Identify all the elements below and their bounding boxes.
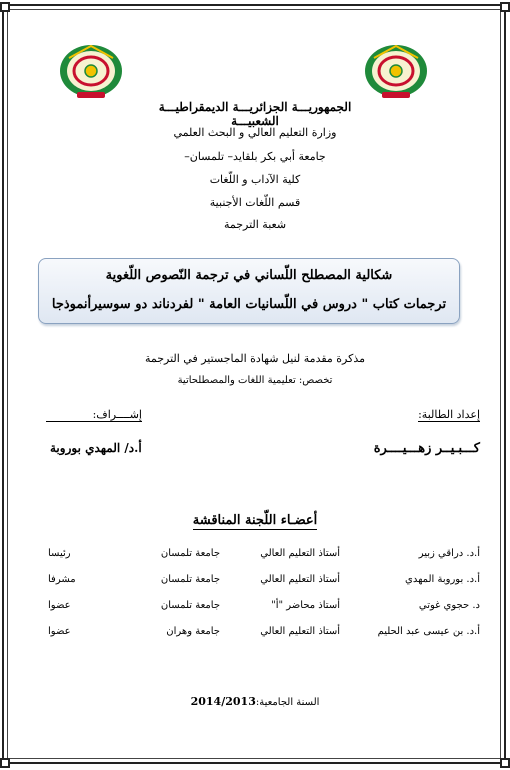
frame-corner [0, 2, 10, 12]
member-name: أ.د. بوروبة المهدي [405, 574, 480, 585]
university-seal-icon [57, 42, 125, 100]
member-university: جامعة وهران [166, 626, 220, 637]
branch-name: شعبة الترجمة [223, 218, 287, 231]
member-role: مشرفا [48, 574, 76, 585]
thesis-title-line2: ترجمات كتاب " دروس في اللّسانيات العامة " لفردناند دو سوسيرأنموذجا [51, 297, 447, 312]
student-name: كـــبـيــر زهـــيــــرة [373, 441, 480, 456]
member-name: أ.د. دراقي زبير [418, 548, 480, 559]
member-role: رئيسا [48, 548, 71, 559]
university-seal-icon [362, 42, 430, 100]
member-rank: أستاذ محاضر "أ" [271, 600, 340, 611]
member-role: عضوا [48, 626, 71, 637]
academic-year-value: 2014/2013 [190, 695, 256, 708]
member-role: عضوا [48, 600, 71, 611]
thesis-specialty: تخصص: تعليمية اللغات والمصطلحاتية [177, 375, 333, 386]
member-university: جامعة تلمسان [160, 600, 220, 611]
table-row [48, 574, 480, 590]
student-label: إعداد الطالبة: [418, 408, 480, 421]
thesis-note: مذكرة مقدمة لنيل شهادة الماجستير في الترجمة [144, 352, 366, 365]
supervisor-name: أ.د/ المهدي بوروبة [50, 441, 142, 455]
member-name: أ.د. بن عيسى عبد الحليم [377, 626, 480, 637]
table-row [48, 548, 480, 564]
thesis-title-line1: شكالية المصطلح اللّساني في ترجمة النّصوص اللّغوية [105, 268, 393, 283]
frame-corner [0, 758, 10, 768]
thesis-title-box [38, 258, 460, 324]
table-row [48, 600, 480, 616]
member-name: د. حجوي غوتي [418, 600, 480, 611]
supervisor-label: إشــــراف: [46, 408, 142, 422]
frame-corner [500, 2, 510, 12]
academic-year-label: السنة الجامعية: [255, 697, 320, 708]
table-row [48, 626, 480, 642]
member-rank: أستاذ التعليم العالي [260, 548, 340, 559]
member-university: جامعة تلمسان [160, 548, 220, 559]
member-university: جامعة تلمسان [160, 574, 220, 585]
frame-corner [500, 758, 510, 768]
republic-name: الجمهوريـــة الجزائريـــة الديمقراطيـــة الشعبيـــة [158, 100, 352, 128]
member-rank: أستاذ التعليم العالي [260, 626, 340, 637]
member-rank: أستاذ التعليم العالي [260, 574, 340, 585]
faculty-name: كلية الآداب و اللّغات [209, 173, 301, 186]
committee-title: أعضـاء اللّجنة المناقشة [192, 513, 318, 528]
ministry-name: وزارة التعليم العالي و البحث العلمي [173, 126, 337, 139]
academic-year [0, 695, 510, 708]
university-name: جامعة أبي بكر بلقايد– تلمسان– [184, 150, 326, 163]
department-name: قسم اللّغات الأجنبية [209, 196, 301, 209]
